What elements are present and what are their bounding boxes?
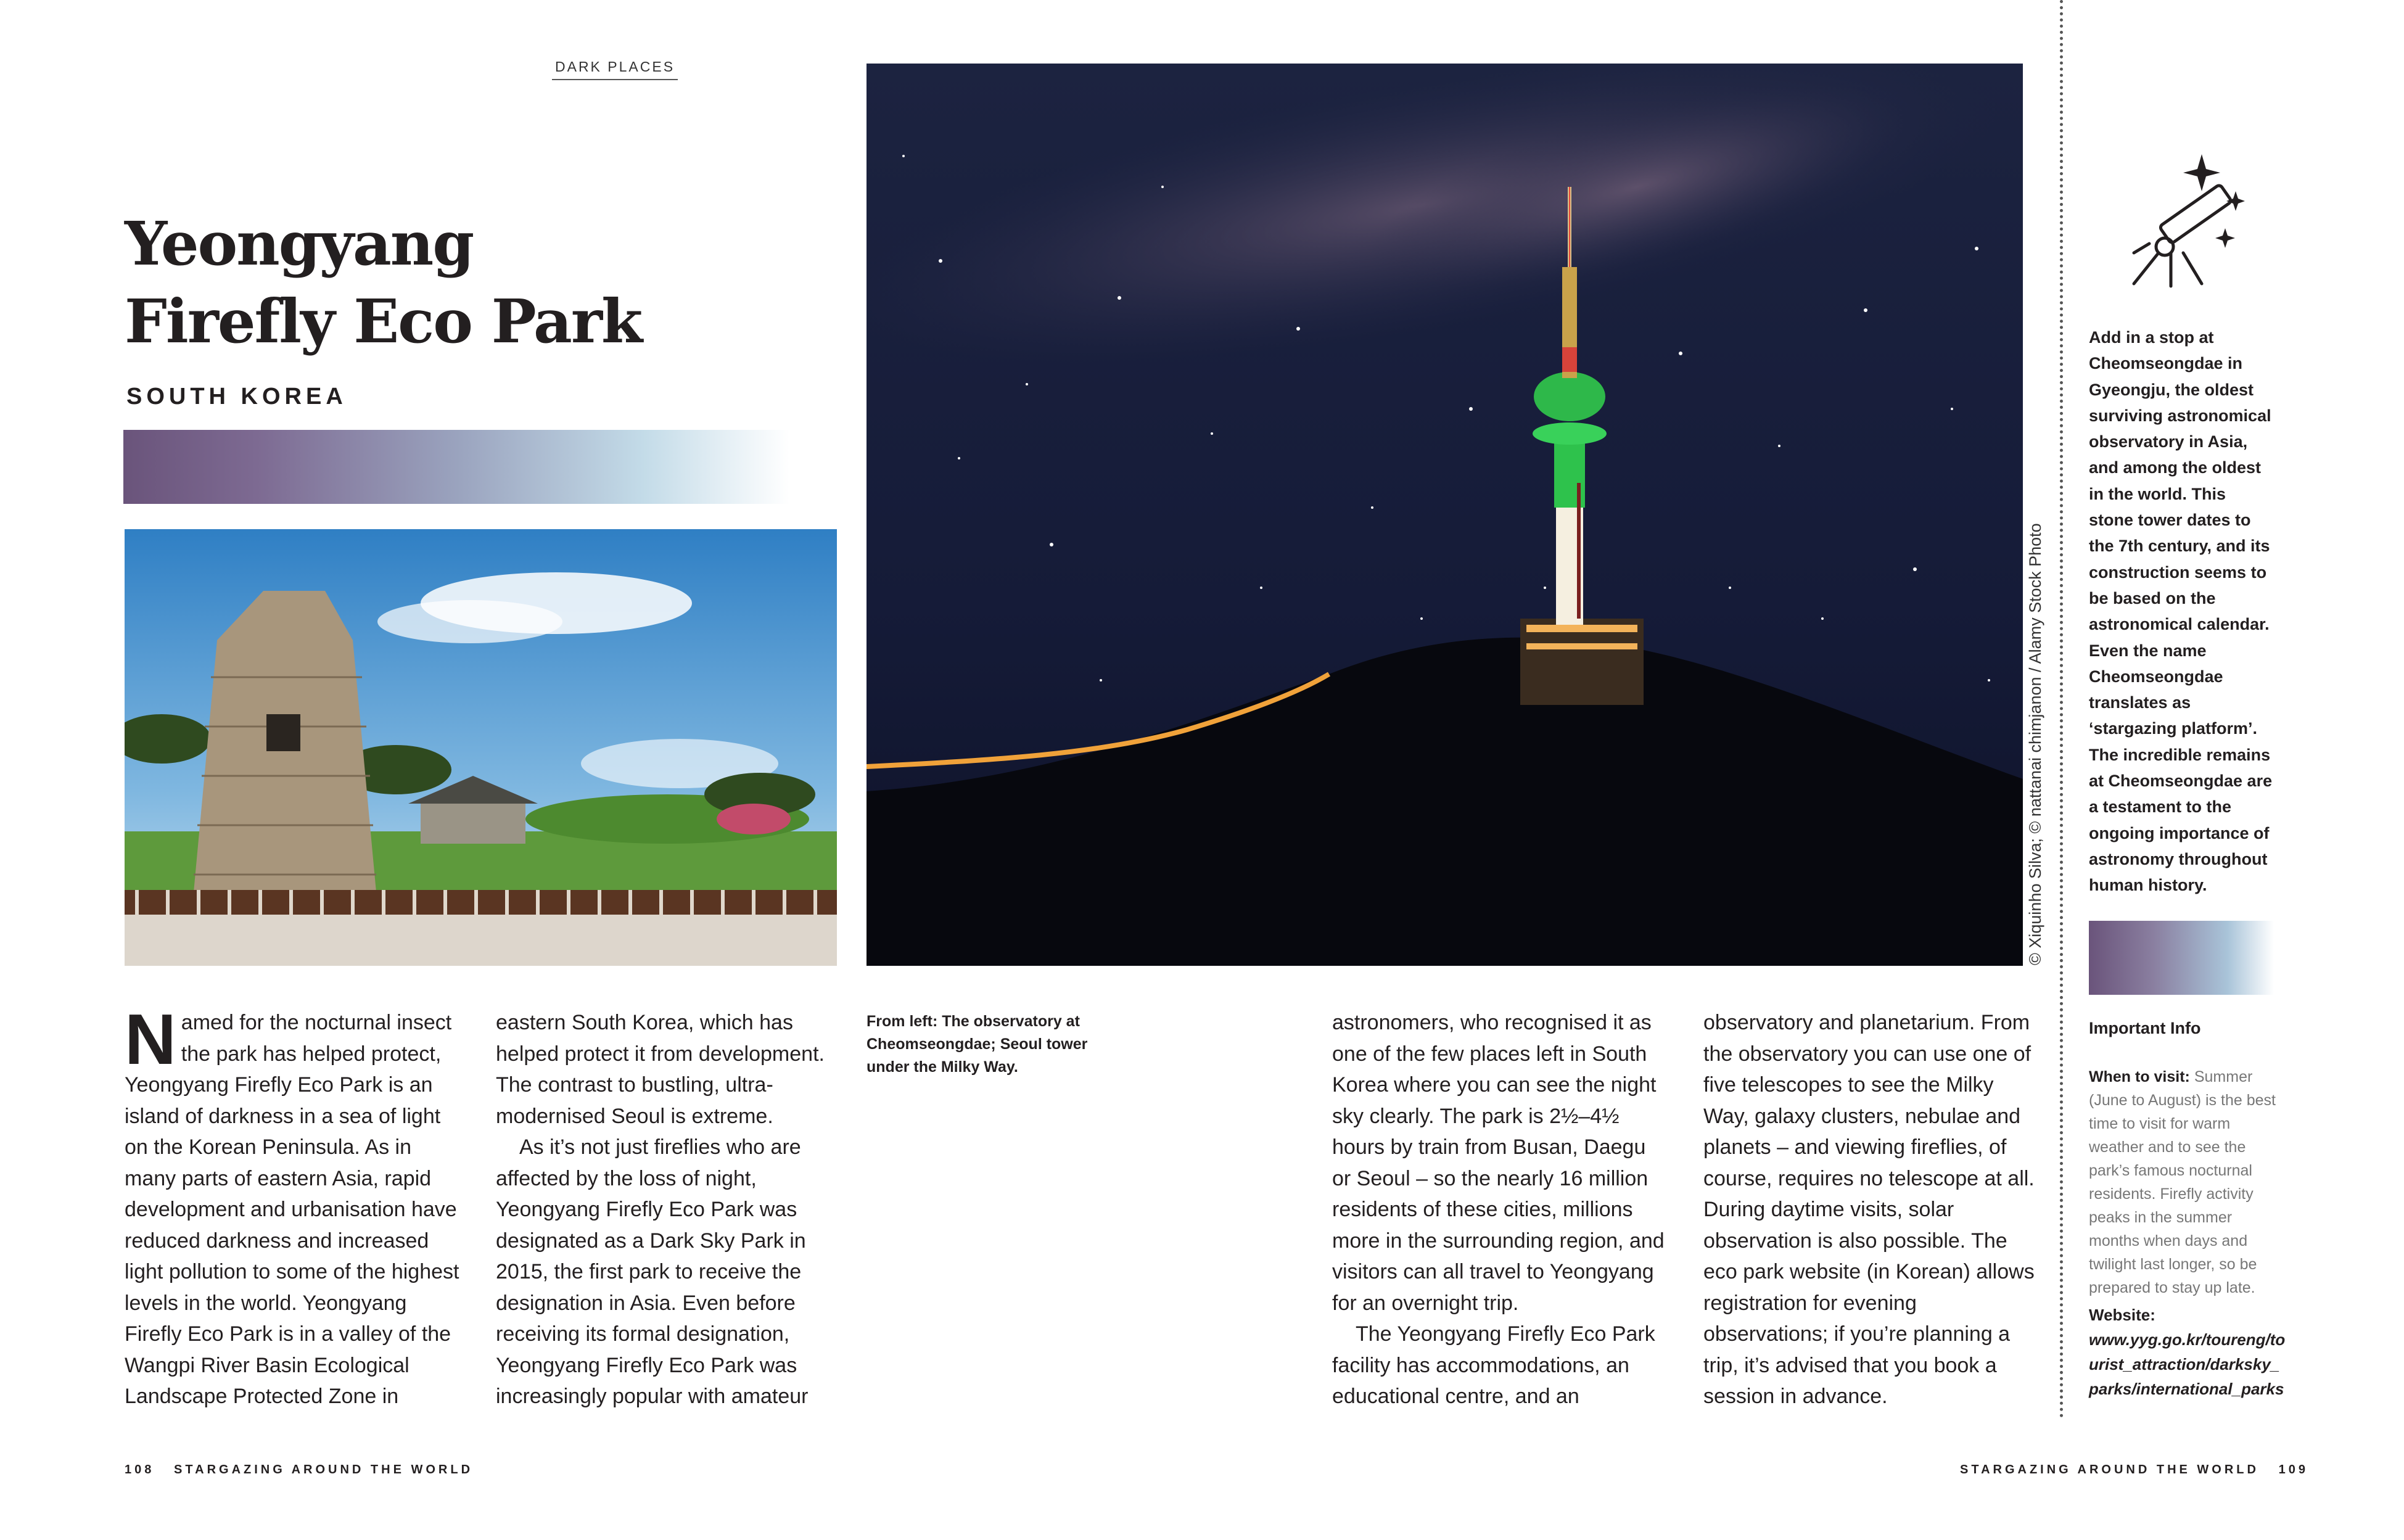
- sidebar-gradient-bar: [2089, 921, 2274, 995]
- footer-left: [125, 1463, 473, 1477]
- body-col1-text: amed for the nocturnal insect the park has helped protect, Yeongyang Firefly Eco Park is an island of darkness in a sea of light on the Korean Peninsula. As in many parts of eastern Asia, rapid development and urbanisation have reduced darkness and increased light pollution to some of the highest levels in the world. Yeongyang Firefly Eco Park is in a valley of the Wangpi River Basin Ecological Landscape Protected Zone in: [125, 1011, 459, 1408]
- gradient-bar: [123, 430, 789, 504]
- photo-caption: From left: The observatory at Cheomseongdae; Seoul tower under the Milky Way.: [867, 1013, 1088, 1076]
- section-tag: DARK PLACES: [552, 59, 678, 80]
- important-info-heading: Important Info: [2089, 1019, 2201, 1037]
- page-number-left: 108: [125, 1463, 155, 1476]
- photo-credit: © Xiquinho Silva; © nattanai chimjanon / Alamy Stock Photo: [2026, 523, 2044, 965]
- when-to-visit-label: When to visit:: [2089, 1068, 2190, 1085]
- body-col2-p1: eastern South Korea, which has helped protect it from development. The contrast to bustling, ultra-modernised Seoul is extreme.: [496, 1011, 825, 1128]
- when-to-visit: [2089, 1065, 2280, 1299]
- sidebar-divider: [2060, 0, 2063, 1419]
- when-to-visit-text: Summer (June to August) is the best time to visit for warm weather and to see the park’s famous nocturnal residents. Firefly activity peaks in the summer months when days and twilight last longer, so be prepared to stay up late.: [2089, 1068, 2276, 1296]
- body-col4-text: observatory and planetarium. From the observatory you can use one of five telescopes to see the Milky Way, galaxy clusters, nebulae and planets – and viewing fireflies, of course, requires no telescope at all. During daytime visits, solar observation is also possible. The eco park website (in Korean) allows registration for evening observations; if you’re planning a trip, it’s advised that you book a session in advance.: [1703, 1011, 2035, 1408]
- body-col3-p2: The Yeongyang Firefly Eco Park facility has accommodations, an educational centre, and an: [1332, 1322, 1655, 1408]
- title-line-2: Firefly Eco Park: [125, 286, 642, 356]
- body-column-1: [125, 999, 461, 1412]
- body-column-2: [496, 1007, 832, 1412]
- page-number-right: 109: [2278, 1463, 2309, 1476]
- body-column-4: [1703, 1007, 2040, 1412]
- website-info: [2089, 1303, 2286, 1401]
- drop-cap: N: [125, 999, 176, 1079]
- article-title: [125, 205, 803, 360]
- observatory-photo: [125, 529, 837, 966]
- body-column-3: [1332, 1007, 1668, 1412]
- body-col2-p2: As it’s not just fireflies who are affected by the loss of night, Yeongyang Firefly Eco Park was designated as a Dark Sky Park in 2015, the first park to receive the designation in Asia. Even before receiving its formal designation, Yeongyang Firefly Eco Park was increasingly popular with amateur: [496, 1135, 809, 1408]
- sparkle-star-icon: [2183, 154, 2245, 248]
- seoul-tower-photo: [867, 64, 2023, 966]
- footer-title-right: STARGAZING AROUND THE WORLD: [1960, 1463, 2259, 1476]
- country-subtitle: SOUTH KOREA: [126, 384, 347, 410]
- footer-right: [1960, 1463, 2308, 1477]
- website-label: Website:: [2089, 1306, 2155, 1324]
- body-col3-p1: astronomers, who recognised it as one of the few places left in South Korea where you can see the night sky clearly. The park is 2½–4½ hours by train from Busan, Daegu or Seoul – so the nearly 16 million residents of these cities, millions more in the surrounding region, and visitors can all travel to Yeongyang for an overnight trip.: [1332, 1011, 1665, 1315]
- telescope-icon: [2122, 154, 2251, 290]
- sidebar-text: Add in a stop at Cheomseongdae in Gyeongju, the oldest surviving astronomical observatory in Asia, and among the oldest in the world. This stone tower dates to the 7th century, and its construction seems to be based on the astronomical calendar. Even the name Cheomseongdae translates as ‘stargazing platform’. The incredible remains at Cheomseongdae are a testament to the ongoing importance of astronomy throughout human history.: [2089, 328, 2273, 895]
- website-url[interactable]: www.yyg.go.kr/toureng/tourist_attraction/darksky_parks/international_parks: [2089, 1330, 2286, 1398]
- footer-title-left: STARGAZING AROUND THE WORLD: [174, 1463, 474, 1476]
- title-line-1: Yeongyang: [125, 208, 474, 279]
